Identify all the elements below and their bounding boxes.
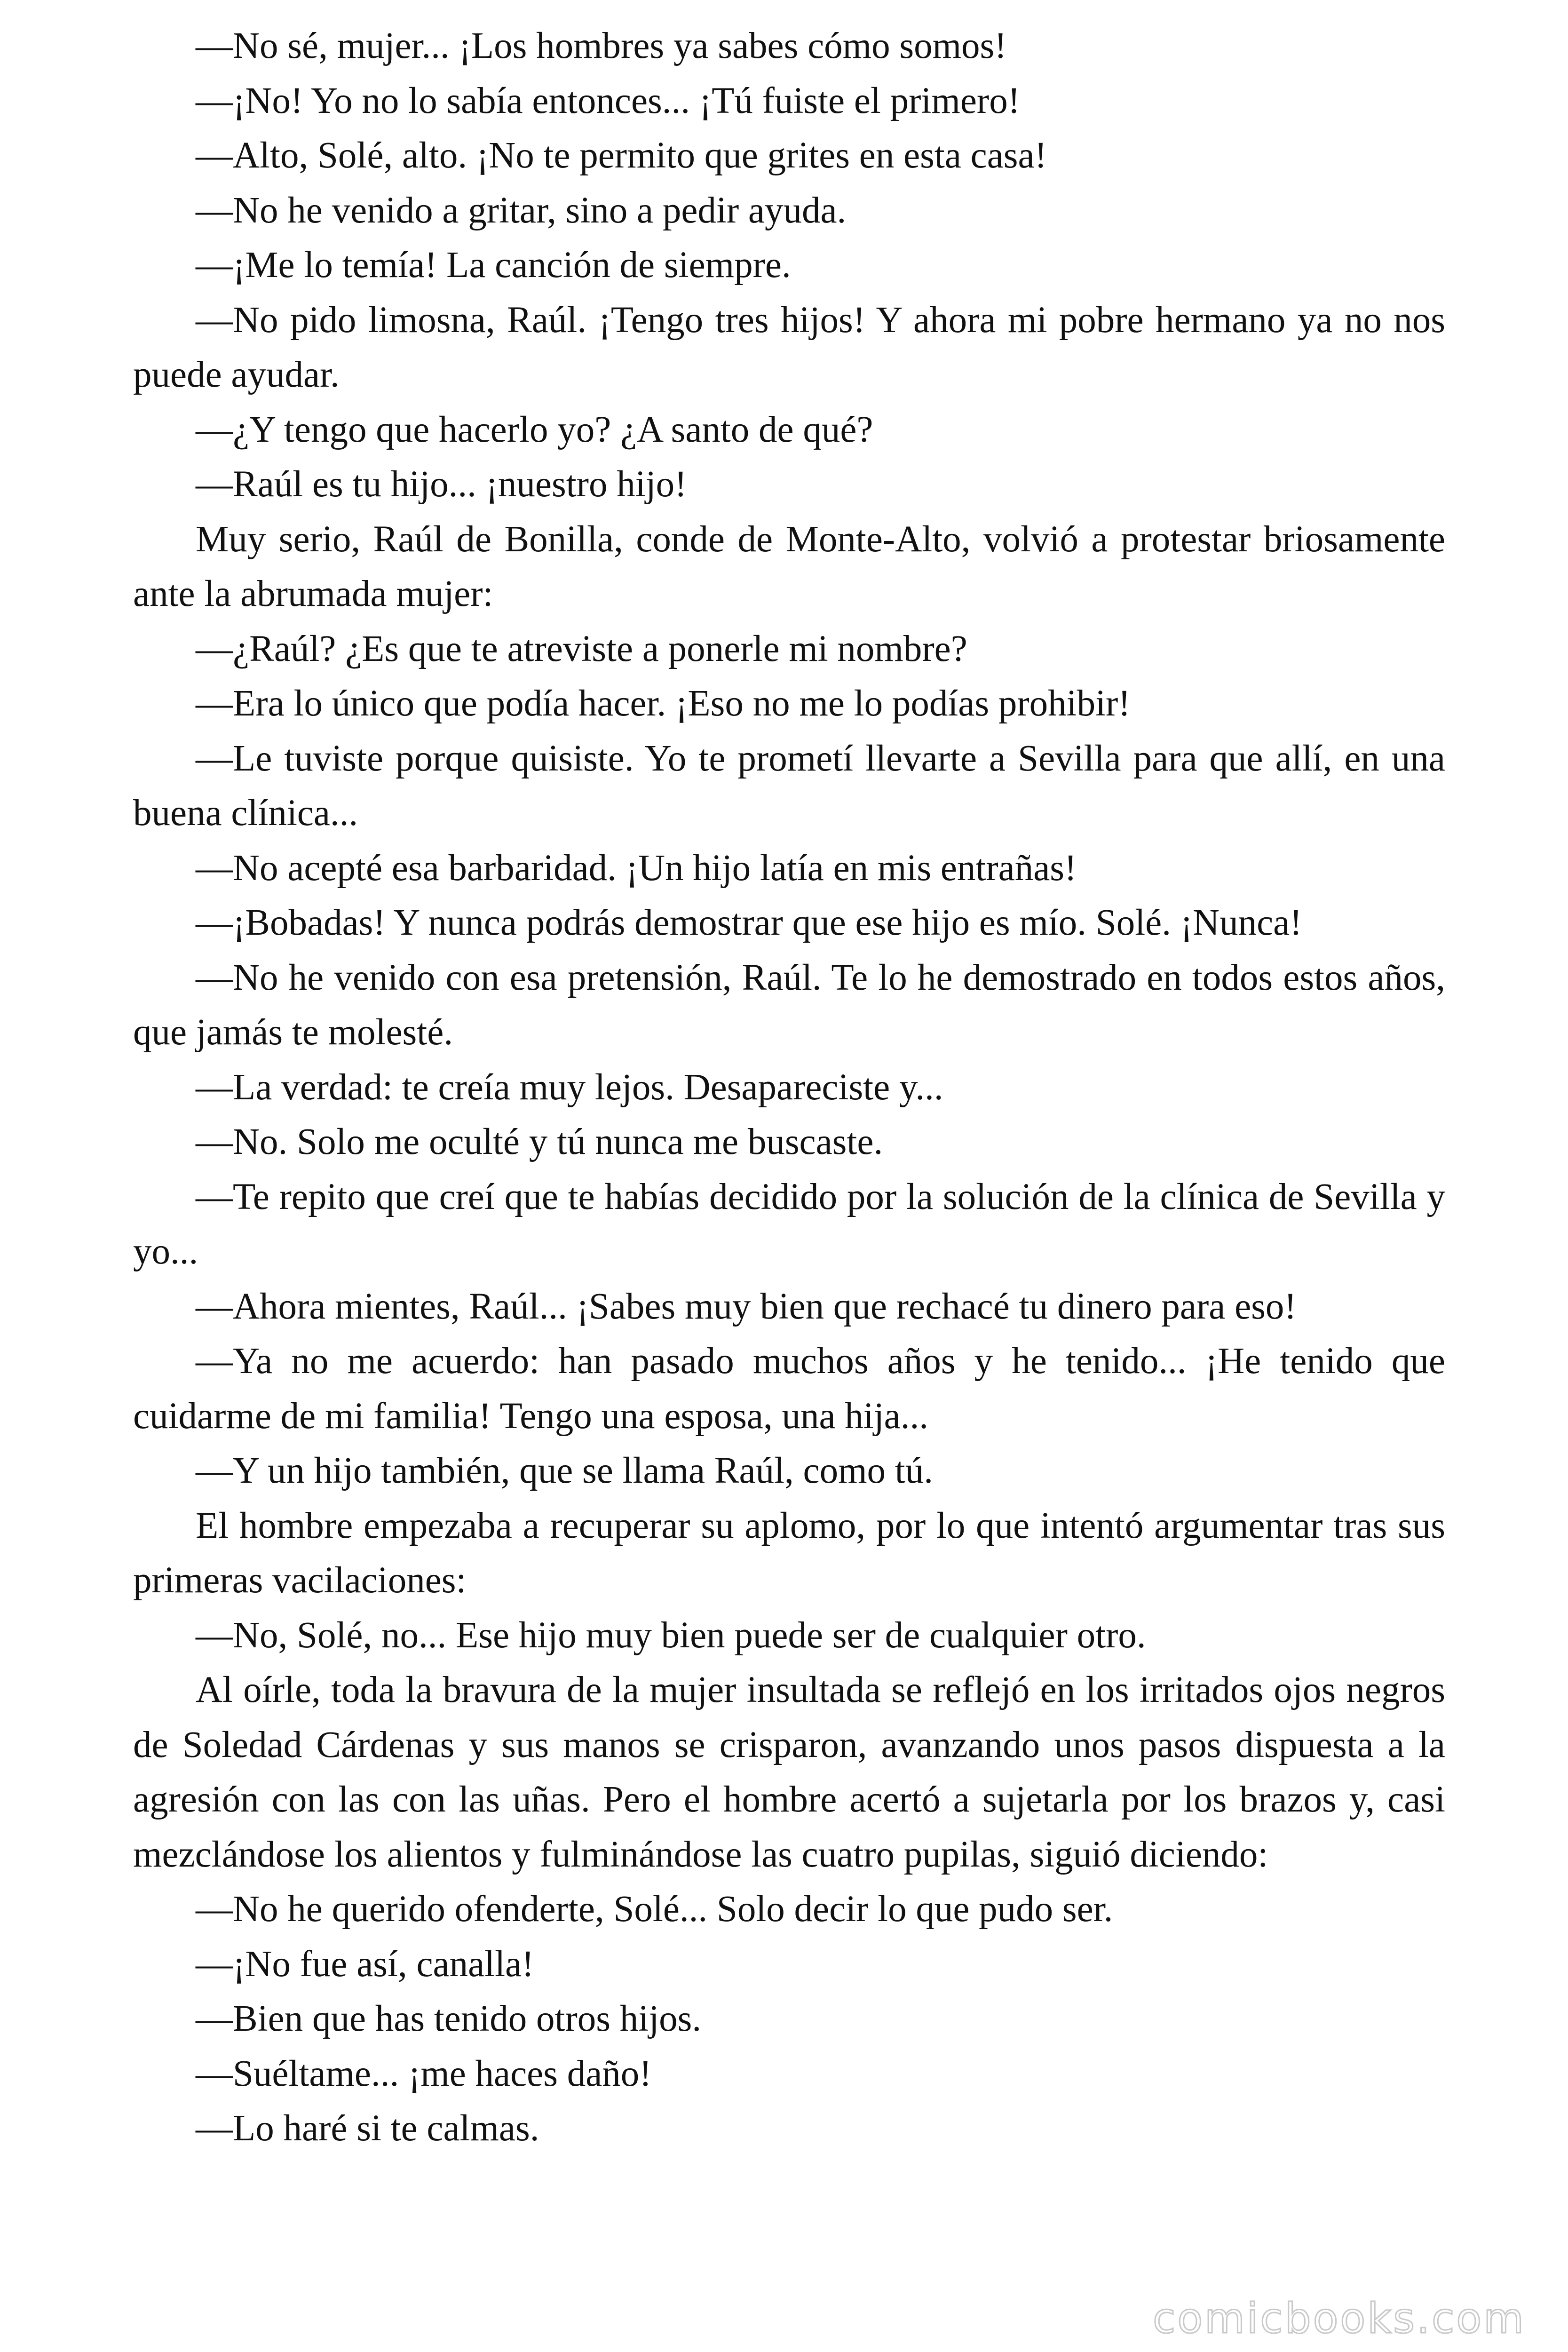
paragraph: —No he venido con esa pretensión, Raúl. Te lo he demostrado en todos estos años, que jamás te molesté. (133, 957, 1445, 1053)
paragraph: —Lo haré si te calmas. (196, 2108, 539, 2149)
page-body-text (133, 19, 1445, 2156)
paragraph: —No sé, mujer... ¡Los hombres ya sabes cómo somos! (196, 25, 1007, 66)
paragraph: —¡Bobadas! Y nunca podrás demostrar que ese hijo es mío. Solé. ¡Nunca! (196, 902, 1302, 943)
paragraph: —Le tuviste porque quisiste. Yo te prometí llevarte a Sevilla para que allí, en una buena clínica... (133, 738, 1445, 834)
paragraph: —No acepté esa barbaridad. ¡Un hijo latía en mis entrañas! (196, 847, 1077, 889)
paragraph: —No pido limosna, Raúl. ¡Tengo tres hijos! Y ahora mi pobre hermano ya no nos puede ayudar. (133, 299, 1445, 395)
paragraph: —Bien que has tenido otros hijos. (196, 1998, 702, 2039)
paragraph: —¡No! Yo no lo sabía entonces... ¡Tú fuiste el primero! (196, 80, 1021, 121)
paragraph: —No. Solo me oculté y tú nunca me buscaste. (196, 1121, 883, 1162)
paragraph: —¿Raúl? ¿Es que te atreviste a ponerle mi nombre? (196, 628, 967, 669)
paragraph: —La verdad: te creía muy lejos. Desapareciste y... (196, 1066, 943, 1108)
paragraph: —¿Y tengo que hacerlo yo? ¿A santo de qué? (196, 409, 873, 450)
paragraph: —Y un hijo también, que se llama Raúl, como tú. (196, 1450, 934, 1491)
paragraph: Muy serio, Raúl de Bonilla, conde de Monte-Alto, volvió a protestar briosamente ante la abrumada mujer: (133, 518, 1445, 614)
paragraph: —No, Solé, no... Ese hijo muy bien puede ser de cualquier otro. (196, 1614, 1146, 1656)
paragraph: Al oírle, toda la bravura de la mujer insultada se reflejó en los irritados ojos negros de Soledad Cárdenas y sus manos se crisparon, avanzando unos pasos dispuesta a la agresión con las con las uñas. Pero el hombre acertó a sujetarla por los brazos y, casi mezclándose los alientos y fulminándose las cuatro pupilas, siguió diciendo: (133, 1669, 1445, 1875)
paragraph: —Te repito que creí que te habías decidido por la solución de la clínica de Sevilla y yo... (133, 1176, 1445, 1272)
paragraph: —Ya no me acuerdo: han pasado muchos años y he tenido... ¡He tenido que cuidarme de mi familia! Tengo una esposa, una hija... (133, 1341, 1445, 1437)
paragraph: —Era lo único que podía hacer. ¡Eso no me lo podías prohibir! (196, 683, 1131, 724)
paragraph: —¡Me lo temía! La canción de siempre. (196, 245, 791, 286)
watermark: comicbooks.com (1152, 2294, 1526, 2343)
paragraph: —Ahora mientes, Raúl... ¡Sabes muy bien que rechacé tu dinero para eso! (196, 1286, 1297, 1327)
paragraph: —Raúl es tu hijo... ¡nuestro hijo! (196, 464, 687, 505)
paragraph: —Suéltame... ¡me haces daño! (196, 2053, 652, 2094)
paragraph: —No he querido ofenderte, Solé... Solo decir lo que pudo ser. (196, 1889, 1113, 1930)
paragraph: —No he venido a gritar, sino a pedir ayuda. (196, 190, 847, 231)
paragraph: —Alto, Solé, alto. ¡No te permito que grites en esta casa! (196, 135, 1047, 176)
paragraph: El hombre empezaba a recuperar su aplomo, por lo que intentó argumentar tras sus primeras vacilaciones: (133, 1505, 1445, 1601)
paragraph: —¡No fue así, canalla! (196, 1943, 534, 1985)
